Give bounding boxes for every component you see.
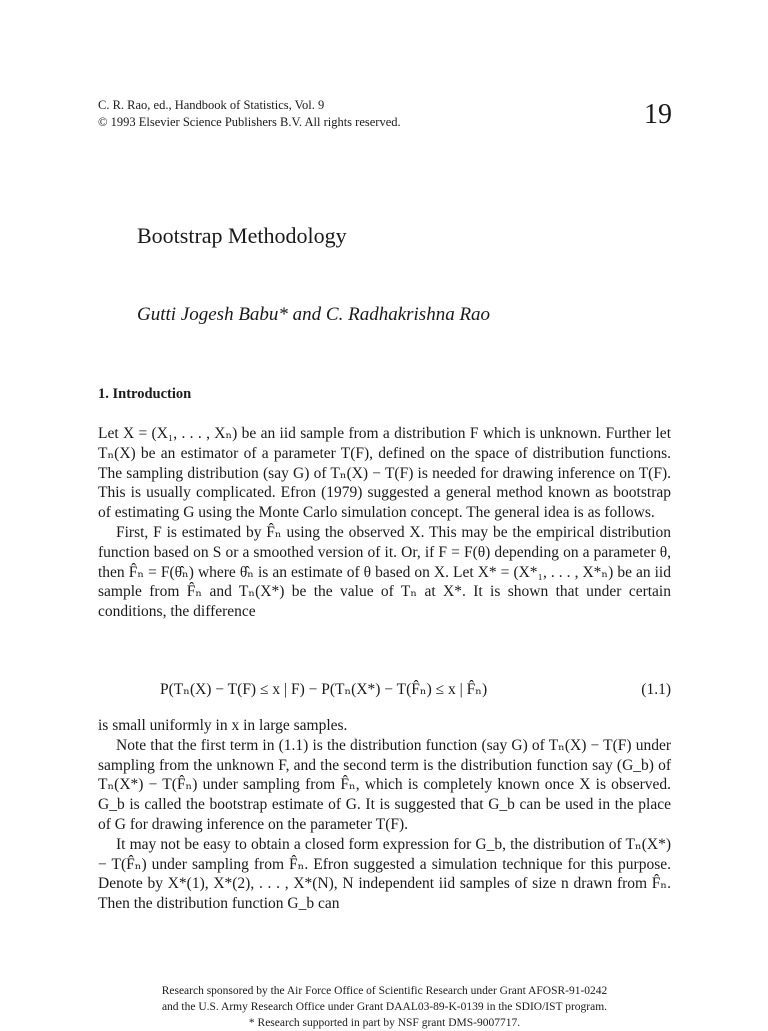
paragraph: First, F is estimated by F̂ₙ using the observed X. This may be the empirical distribution function based on S or a smoothed version of it. Or, if F = F(θ) depending on a parameter θ, then F̂ₙ = F(θ̂ₙ) where θ̂ₙ is an estimate of θ based on X. Let X* = (X*₁, . . . , X*ₙ) be an iid sample from F̂ₙ and Tₙ(X*) be the value of Tₙ at X*. It is shown that under certain conditions, the difference: [98, 523, 671, 621]
body-text-upper: [98, 424, 671, 622]
copyright-line: © 1993 Elsevier Science Publishers B.V. All rights reserved.: [98, 115, 401, 129]
authors: Gutti Jogesh Babu* and C. Radhakrishna Rao: [137, 304, 491, 325]
footnote-funding-1: Research sponsored by the Air Force Office of Scientific Research under Grant AFOSR-91-0242: [161, 985, 608, 997]
citation-line: C. R. Rao, ed., Handbook of Statistics, Vol. 9: [98, 98, 325, 112]
footnote-funding-2: and the U.S. Army Research Office under Grant DAAL03-89-K-0139 in the SDIO/IST program.: [161, 1001, 608, 1013]
chapter-number: 19: [644, 99, 672, 130]
page-title: Bootstrap Methodology: [137, 223, 347, 248]
equation-number: (1.1): [641, 681, 671, 698]
equation: [98, 679, 671, 701]
footnote-author-support: * Research supported in part by NSF grant DMS-9007717.: [248, 1017, 521, 1029]
body-text-lower: [98, 716, 671, 914]
paragraph: is small uniformly in x in large samples.: [98, 717, 348, 734]
paragraph: Let X = (X₁, . . . , Xₙ) be an iid sample from a distribution F which is unknown. Further let Tₙ(X) be an estimator of a parameter T(F), defined on the space of distribution functions. The sampling distribution (say G) of Tₙ(X) − T(F) is needed for drawing inference on T(F). This is usually complicated. Efron (1979) suggested a general method known as bootstrap of estimating G using the Monte Carlo simulation concept. The general idea is as follows.: [98, 425, 671, 522]
paragraph: It may not be easy to obtain a closed form expression for G_b, the distribution of Tₙ(X*) − T(F̂ₙ) under sampling from F̂ₙ. Efron suggested a simulation technique for this purpose. Denote by X*(1), X*(2), . . . , X*(N), N independent iid samples of size n drawn from F̂ₙ. Then the distribution function G_b can: [98, 835, 671, 913]
paragraph: Note that the first term in (1.1) is the distribution function (say G) of Tₙ(X) − T(F) under sampling from the unknown F, and the second term is the distribution function say (G_b) of Tₙ(X*) − T(F̂ₙ) under sampling from F̂ₙ, which is completely known once X is observed. G_b is called the bootstrap estimate of G. It is suggested that G_b can be used in the place of G for drawing inference on the parameter T(F).: [98, 736, 671, 833]
equation-expression: P(Tₙ(X) − T(F) ≤ x | F) − P(Tₙ(X*) − T(F̂ₙ) ≤ x | F̂ₙ): [160, 681, 488, 698]
section-heading: 1. Introduction: [98, 386, 192, 402]
